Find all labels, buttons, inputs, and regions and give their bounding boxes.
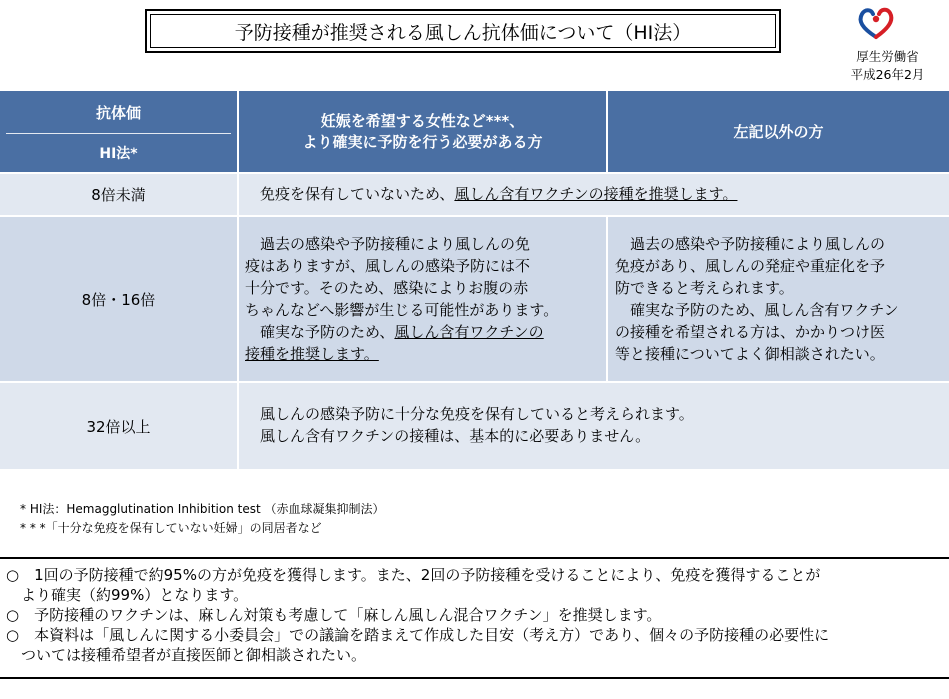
antibody-table — [0, 91, 949, 469]
text-line: 疫はありますが、風しんの感染予防には不 — [245, 257, 531, 275]
row-text-recommend: 風しん含有ワクチンの接種を推奨します。 — [454, 185, 738, 203]
row-text — [260, 183, 737, 205]
bullet-list — [6, 565, 946, 665]
text-line: 確実な予防のため、風しん含有ワクチンの — [260, 323, 544, 341]
header-pregnancy-line1: 妊娠を希望する女性など***、 — [320, 111, 525, 130]
footnotes — [20, 500, 385, 538]
bullet-line: ○ 予防接種のワクチンは、麻しん対策も考慮して「麻しん風しん混合ワクチン」を推奨します。 — [6, 606, 662, 624]
column-divider — [237, 383, 239, 469]
bullet-line: ○ 1回の予防接種で約95%の方が免疫を獲得します。また、2回の予防接種を受けることにより、免疫を獲得することが — [6, 566, 821, 584]
column-divider — [237, 174, 239, 215]
row-label: 8倍未満 — [91, 186, 146, 204]
row-label: 32倍以上 — [86, 417, 151, 436]
bullet-line: ついては接種希望者が直接医師と御相談されたい。 — [6, 646, 367, 664]
ministry-logo-icon — [856, 6, 896, 40]
header-antibody: 抗体価 — [0, 91, 237, 133]
footnote-household: * * *「十分な免疫を保有していない妊婦」の同居者など — [20, 521, 322, 535]
table-row-32-plus — [0, 383, 949, 469]
header-pregnancy-group — [239, 91, 606, 172]
publish-date: 平成26年2月 — [850, 67, 925, 82]
bottom-rule — [0, 677, 949, 679]
row-text — [260, 403, 694, 447]
ministry-label — [830, 48, 945, 84]
row-text-plain: 免疫を保有していないため、 — [260, 185, 455, 203]
text-line: 免疫があり、風しんの発症や重症化を予 — [615, 257, 886, 275]
recommend-underlined: 風しん含有ワクチンの — [394, 323, 544, 341]
text-line: 風しん含有ワクチンの接種は、基本的に必要ありません。 — [260, 427, 651, 445]
text-line: 防できると考えられます。 — [615, 279, 794, 297]
header-others: 左記以外の方 — [608, 91, 949, 172]
title-frame — [145, 9, 781, 53]
table-row-under-8 — [0, 174, 949, 215]
text-line: 風しんの感染予防に十分な免疫を保有していると考えられます。 — [260, 405, 694, 423]
header-hi-method: HI法* — [0, 133, 237, 172]
others-text — [615, 233, 949, 365]
text-line: 確実な予防のため、風しん含有ワクチン — [630, 301, 899, 319]
text-line: 過去の感染や予防接種により風しんの — [630, 235, 886, 253]
column-divider — [237, 217, 239, 381]
text-line: 接種を推奨します。 — [245, 345, 379, 363]
pregnancy-group-text — [245, 233, 605, 365]
text-line: 過去の感染や予防接種により風しんの免 — [260, 235, 531, 253]
ministry-name: 厚生労働省 — [856, 49, 919, 64]
column-divider — [606, 217, 608, 381]
header-divider — [6, 133, 231, 134]
text-line: の接種を希望される方は、かかりつけ医 — [615, 323, 886, 341]
text-line: 等と接種についてよく御相談されたい。 — [615, 345, 885, 363]
row-label: 8倍・16倍 — [81, 290, 156, 309]
text-line: 十分です。そのため、感染によりお腹の赤 — [245, 279, 529, 297]
page-title: 予防接種が推奨される風しん抗体価について（HI法） — [150, 14, 776, 48]
text-line: ちゃんなどへ影響が生じる可能性があります。 — [245, 301, 559, 319]
bullet-line: より確実（約99%）となります。 — [6, 586, 249, 604]
footnote-hi: * HI法：Hemagglutination Inhibition test （赤血球凝集抑制法） — [20, 502, 385, 516]
header-pregnancy-line2: より確実に予防を行う必要がある方 — [302, 132, 543, 151]
bullet-line: ○ 本資料は「風しんに関する小委員会」での議論を踏まえて作成した目安（考え方）であり、個々の予防接種の必要性に — [6, 626, 830, 644]
top-rule — [0, 557, 949, 559]
table-row-8-16 — [0, 217, 949, 381]
